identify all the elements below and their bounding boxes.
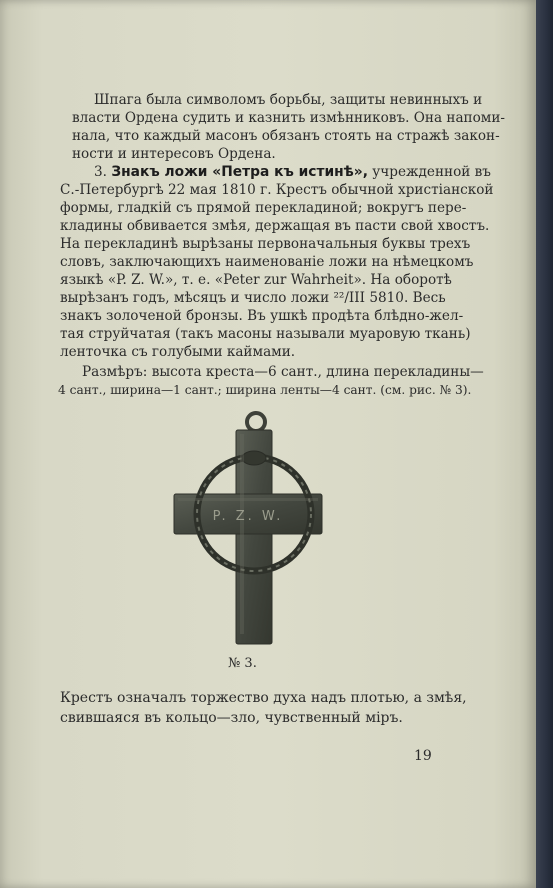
cross-image <box>160 408 340 648</box>
text-line: вырѣзанъ годъ, мѣсяцъ и число ложи ²²/III 5810. Весь <box>60 290 446 306</box>
text-line: нала, что каждый масонъ обязанъ стоять на стражѣ закон- <box>72 128 500 144</box>
crossbar-letters: P. Z. W. <box>212 509 284 524</box>
text-line: ленточка съ голубыми каймами. <box>60 344 296 360</box>
section-title: Знакъ ложи «Петра къ истинѣ», <box>111 164 368 180</box>
text-line: Размѣръ: высота креста—6 сант., длина перекладины— <box>82 364 484 380</box>
text-line: ности и интересовъ Ордена. <box>72 146 276 162</box>
book-edge <box>536 0 553 888</box>
text-line: власти Ордена судить и казнить измѣнниковъ. Она напоми- <box>72 110 506 126</box>
text-line: кладины обвивается змѣя, держащая въ пасти свой хвостъ. <box>60 218 490 234</box>
text-line: С.-Петербургѣ 22 мая 1810 г. Крестъ обычной христіанской <box>60 182 494 198</box>
page-number: 19 <box>414 748 432 764</box>
text-line: Шпага была символомъ борьбы, защиты невинныхъ и <box>94 92 483 108</box>
cross-illustration <box>160 408 340 648</box>
text-line: свившаяся въ кольцо—зло, чувственный міръ. <box>60 710 403 726</box>
section-heading-rest: учрежденной въ <box>372 164 491 180</box>
text-line: языкѣ «P. Z. W.», т. е. «Peter zur Wahrheit». На оборотѣ <box>60 272 452 288</box>
text-line: 4 сант., ширина—1 сант.; ширина ленты—4 сант. (см. рис. № 3). <box>58 383 472 397</box>
text-line: тая струйчатая (такъ масоны называли муаровую ткань) <box>60 326 471 342</box>
text-line: знакъ золоченой бронзы. Въ ушкѣ продѣта блѣдно-жел- <box>60 308 464 324</box>
section-number: 3. <box>94 164 107 180</box>
text-line: На перекладинѣ вырѣзаны первоначальныя буквы трехъ <box>60 236 471 252</box>
figure-caption: № 3. <box>228 656 257 671</box>
text-line: словъ, заключающихъ наименованіе ложи на нѣмецкомъ <box>60 254 474 270</box>
text-line: Крестъ означалъ торжество духа надъ плотью, а змѣя, <box>60 690 467 706</box>
section-heading-line <box>94 164 491 181</box>
text-line: формы, гладкій съ прямой перекладиной; вокругъ пере- <box>60 200 467 216</box>
